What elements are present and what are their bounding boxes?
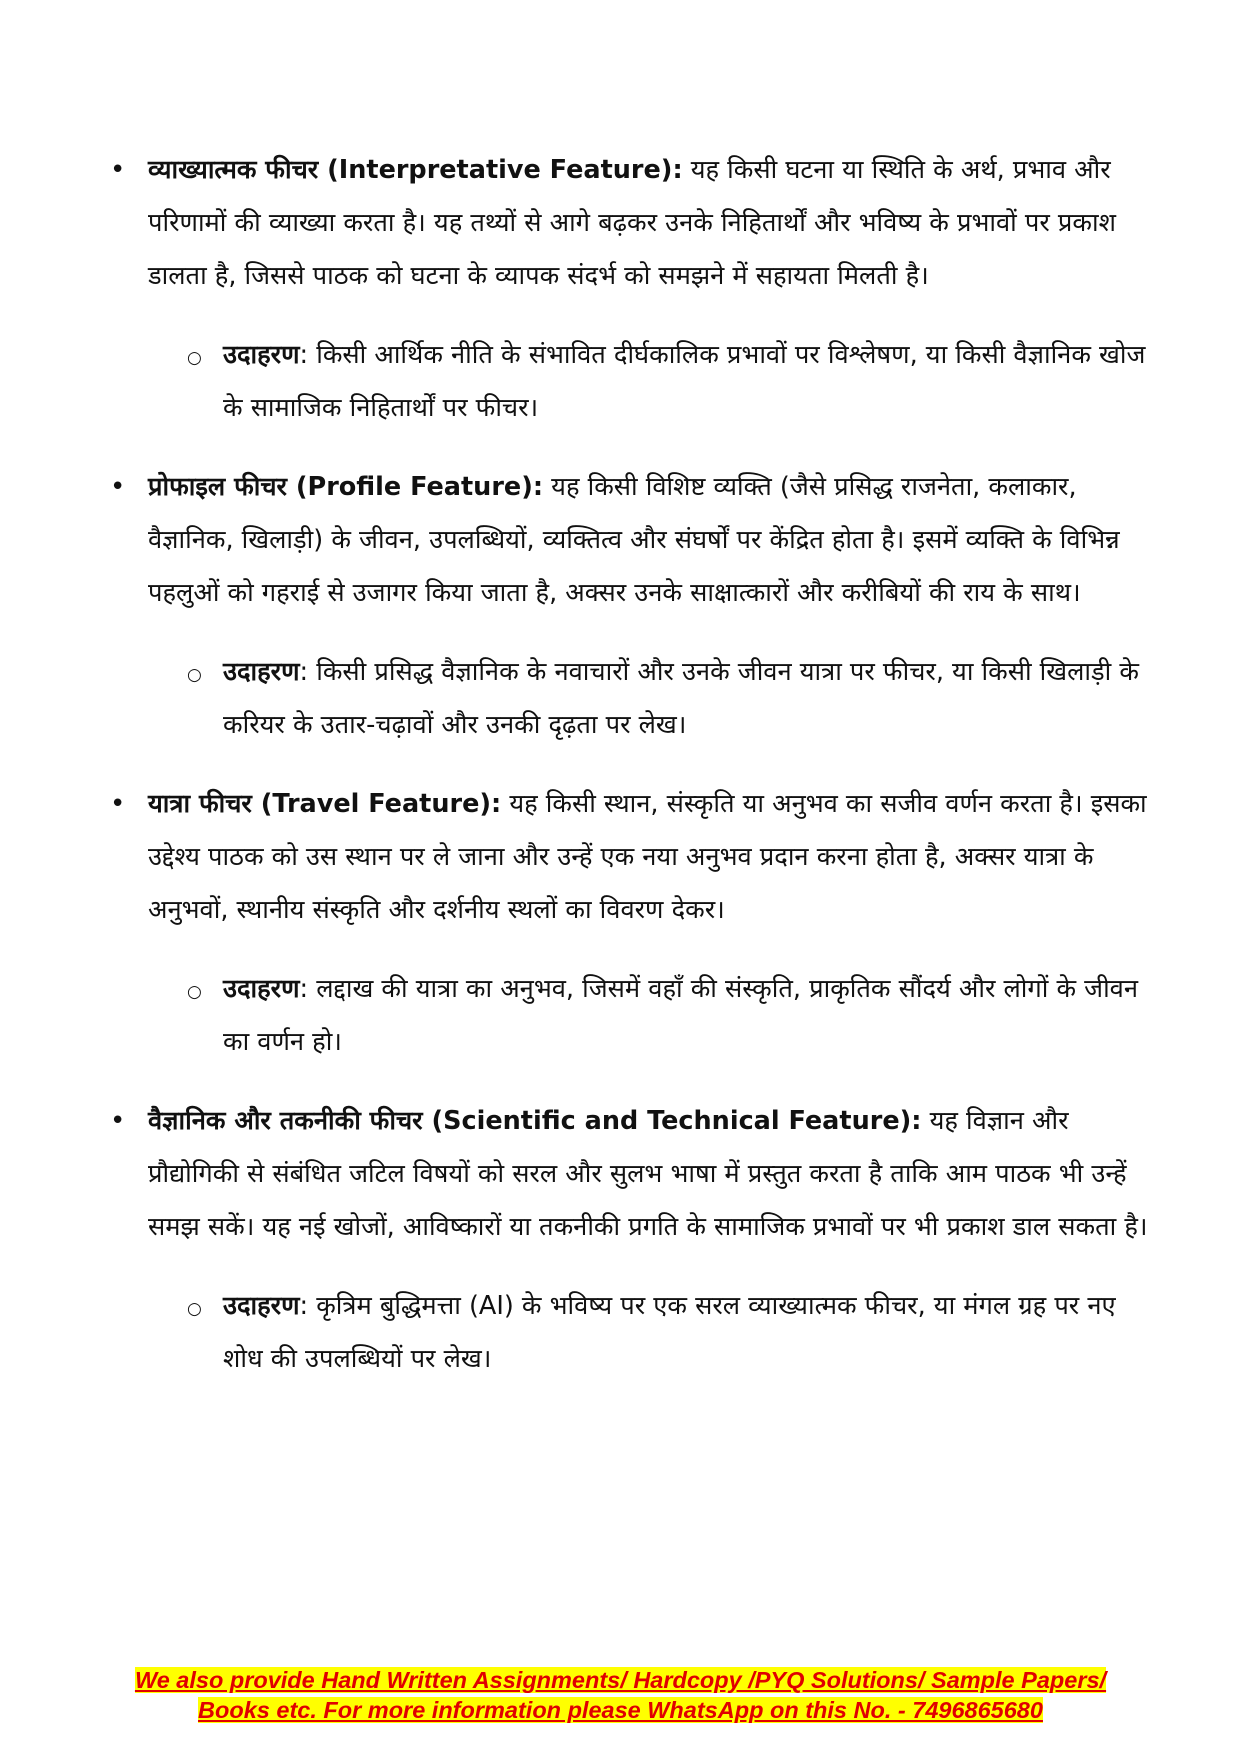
footer-line-2: Books etc. For more information please WhatsApp on this No. - 7496865680 [198, 1697, 1043, 1723]
list-item [105, 1095, 1165, 1254]
item-title: वैज्ञानिक और तकनीकी फीचर [148, 1106, 423, 1136]
circle-bullet-icon: ○ [187, 348, 202, 368]
item-text: यह विज्ञान और प्रौद्योगिकी से संबंधित जटिल विषयों को सरल और सुलभ भाषा में प्रस्तुत करता है ताकि आम पाठक भी उन्हें समझ सकें। यह नई खोजों, आविष्कारों या तकनीकी प्रगति के सामाजिक प्रभावों पर भी प्रकाश डाल सकता है। [148, 1106, 1148, 1242]
bullet-icon: • [110, 789, 126, 819]
example-text: : लद्दाख की यात्रा का अनुभव, जिसमें वहाँ की संस्कृति, प्राकृतिक सौंदर्य और लोगों के जीवन का वर्णन हो। [223, 974, 1139, 1057]
example-label: उदाहरण [223, 340, 300, 370]
item-title: यात्रा फीचर [148, 789, 252, 819]
item-english-title: (Scientific and Technical Feature): [422, 1106, 922, 1136]
example-text: : किसी आर्थिक नीति के संभावित दीर्घकालिक प्रभावों पर विश्लेषण, या किसी वैज्ञानिक खोज के सामाजिक निहितार्थों पर फीचर। [223, 340, 1146, 423]
circle-bullet-icon: ○ [187, 1299, 202, 1319]
item-english-title: (Profile Feature): [286, 472, 544, 502]
example-text: : कृत्रिम बुद्धिमत्ता (AI) के भविष्य पर एक सरल व्याख्यात्मक फीचर, या मंगल ग्रह पर नए शोध की उपलब्धियों पर लेख। [223, 1291, 1116, 1374]
footer-notice [0, 1665, 1241, 1725]
item-title: प्रोफाइल फीचर [148, 472, 287, 502]
item-title: व्याख्यात्मक फीचर [148, 155, 319, 185]
item-text: यह किसी घटना या स्थिति के अर्थ, प्रभाव और परिणामों की व्याख्या करता है। यह तथ्यों से आगे बढ़कर उनके निहितार्थों और भविष्य के प्रभावों पर प्रकाश डालता है, जिससे पाठक को घटना के व्यापक संदर्भ को समझने में सहायता मिलती है। [148, 155, 1116, 291]
circle-bullet-icon: ○ [187, 982, 202, 1002]
example-label: उदाहरण [223, 1291, 300, 1321]
example-item [187, 329, 1153, 435]
bullet-icon: • [110, 155, 126, 185]
example-item [187, 1280, 1153, 1386]
list-item [105, 778, 1165, 937]
footer-line-1: We also provide Hand Written Assignments/ Hardcopy /PYQ Solutions/ Sample Papers/ [134, 1667, 1107, 1693]
example-label: उदाहरण [223, 974, 300, 1004]
bullet-icon: • [110, 1106, 126, 1136]
item-text: यह किसी स्थान, संस्कृति या अनुभव का सजीव वर्णन करता है। इसका उद्देश्य पाठक को उस स्थान पर ले जाना और उन्हें एक नया अनुभव प्रदान करना होता है, अक्सर यात्रा के अनुभवों, स्थानीय संस्कृति और दर्शनीय स्थलों का विवरण देकर। [148, 789, 1147, 925]
example-text: : किसी प्रसिद्ध वैज्ञानिक के नवाचारों और उनके जीवन यात्रा पर फीचर, या किसी खिलाड़ी के करियर के उतार-चढ़ावों और उनकी दृढ़ता पर लेख। [223, 657, 1139, 740]
example-item [187, 646, 1153, 752]
item-english-title: (Interpretative Feature): [318, 155, 683, 185]
item-english-title: (Travel Feature): [251, 789, 502, 819]
list-item [105, 144, 1165, 303]
example-label: उदाहरण [223, 657, 300, 687]
bullet-icon: • [110, 472, 126, 502]
document-body [105, 144, 1165, 1412]
circle-bullet-icon: ○ [187, 665, 202, 685]
item-text: यह किसी विशिष्ट व्यक्ति (जैसे प्रसिद्ध राजनेता, कलाकार, वैज्ञानिक, खिलाड़ी) के जीवन, उपलब्धियों, व्यक्तित्व और संघर्षों पर केंद्रित होता है। इसमें व्यक्ति के विभिन्न पहलुओं को गहराई से उजागर किया जाता है, अक्सर उनके साक्षात्कारों और करीबियों की राय के साथ। [148, 472, 1120, 608]
example-item [187, 963, 1153, 1069]
list-item [105, 461, 1165, 620]
